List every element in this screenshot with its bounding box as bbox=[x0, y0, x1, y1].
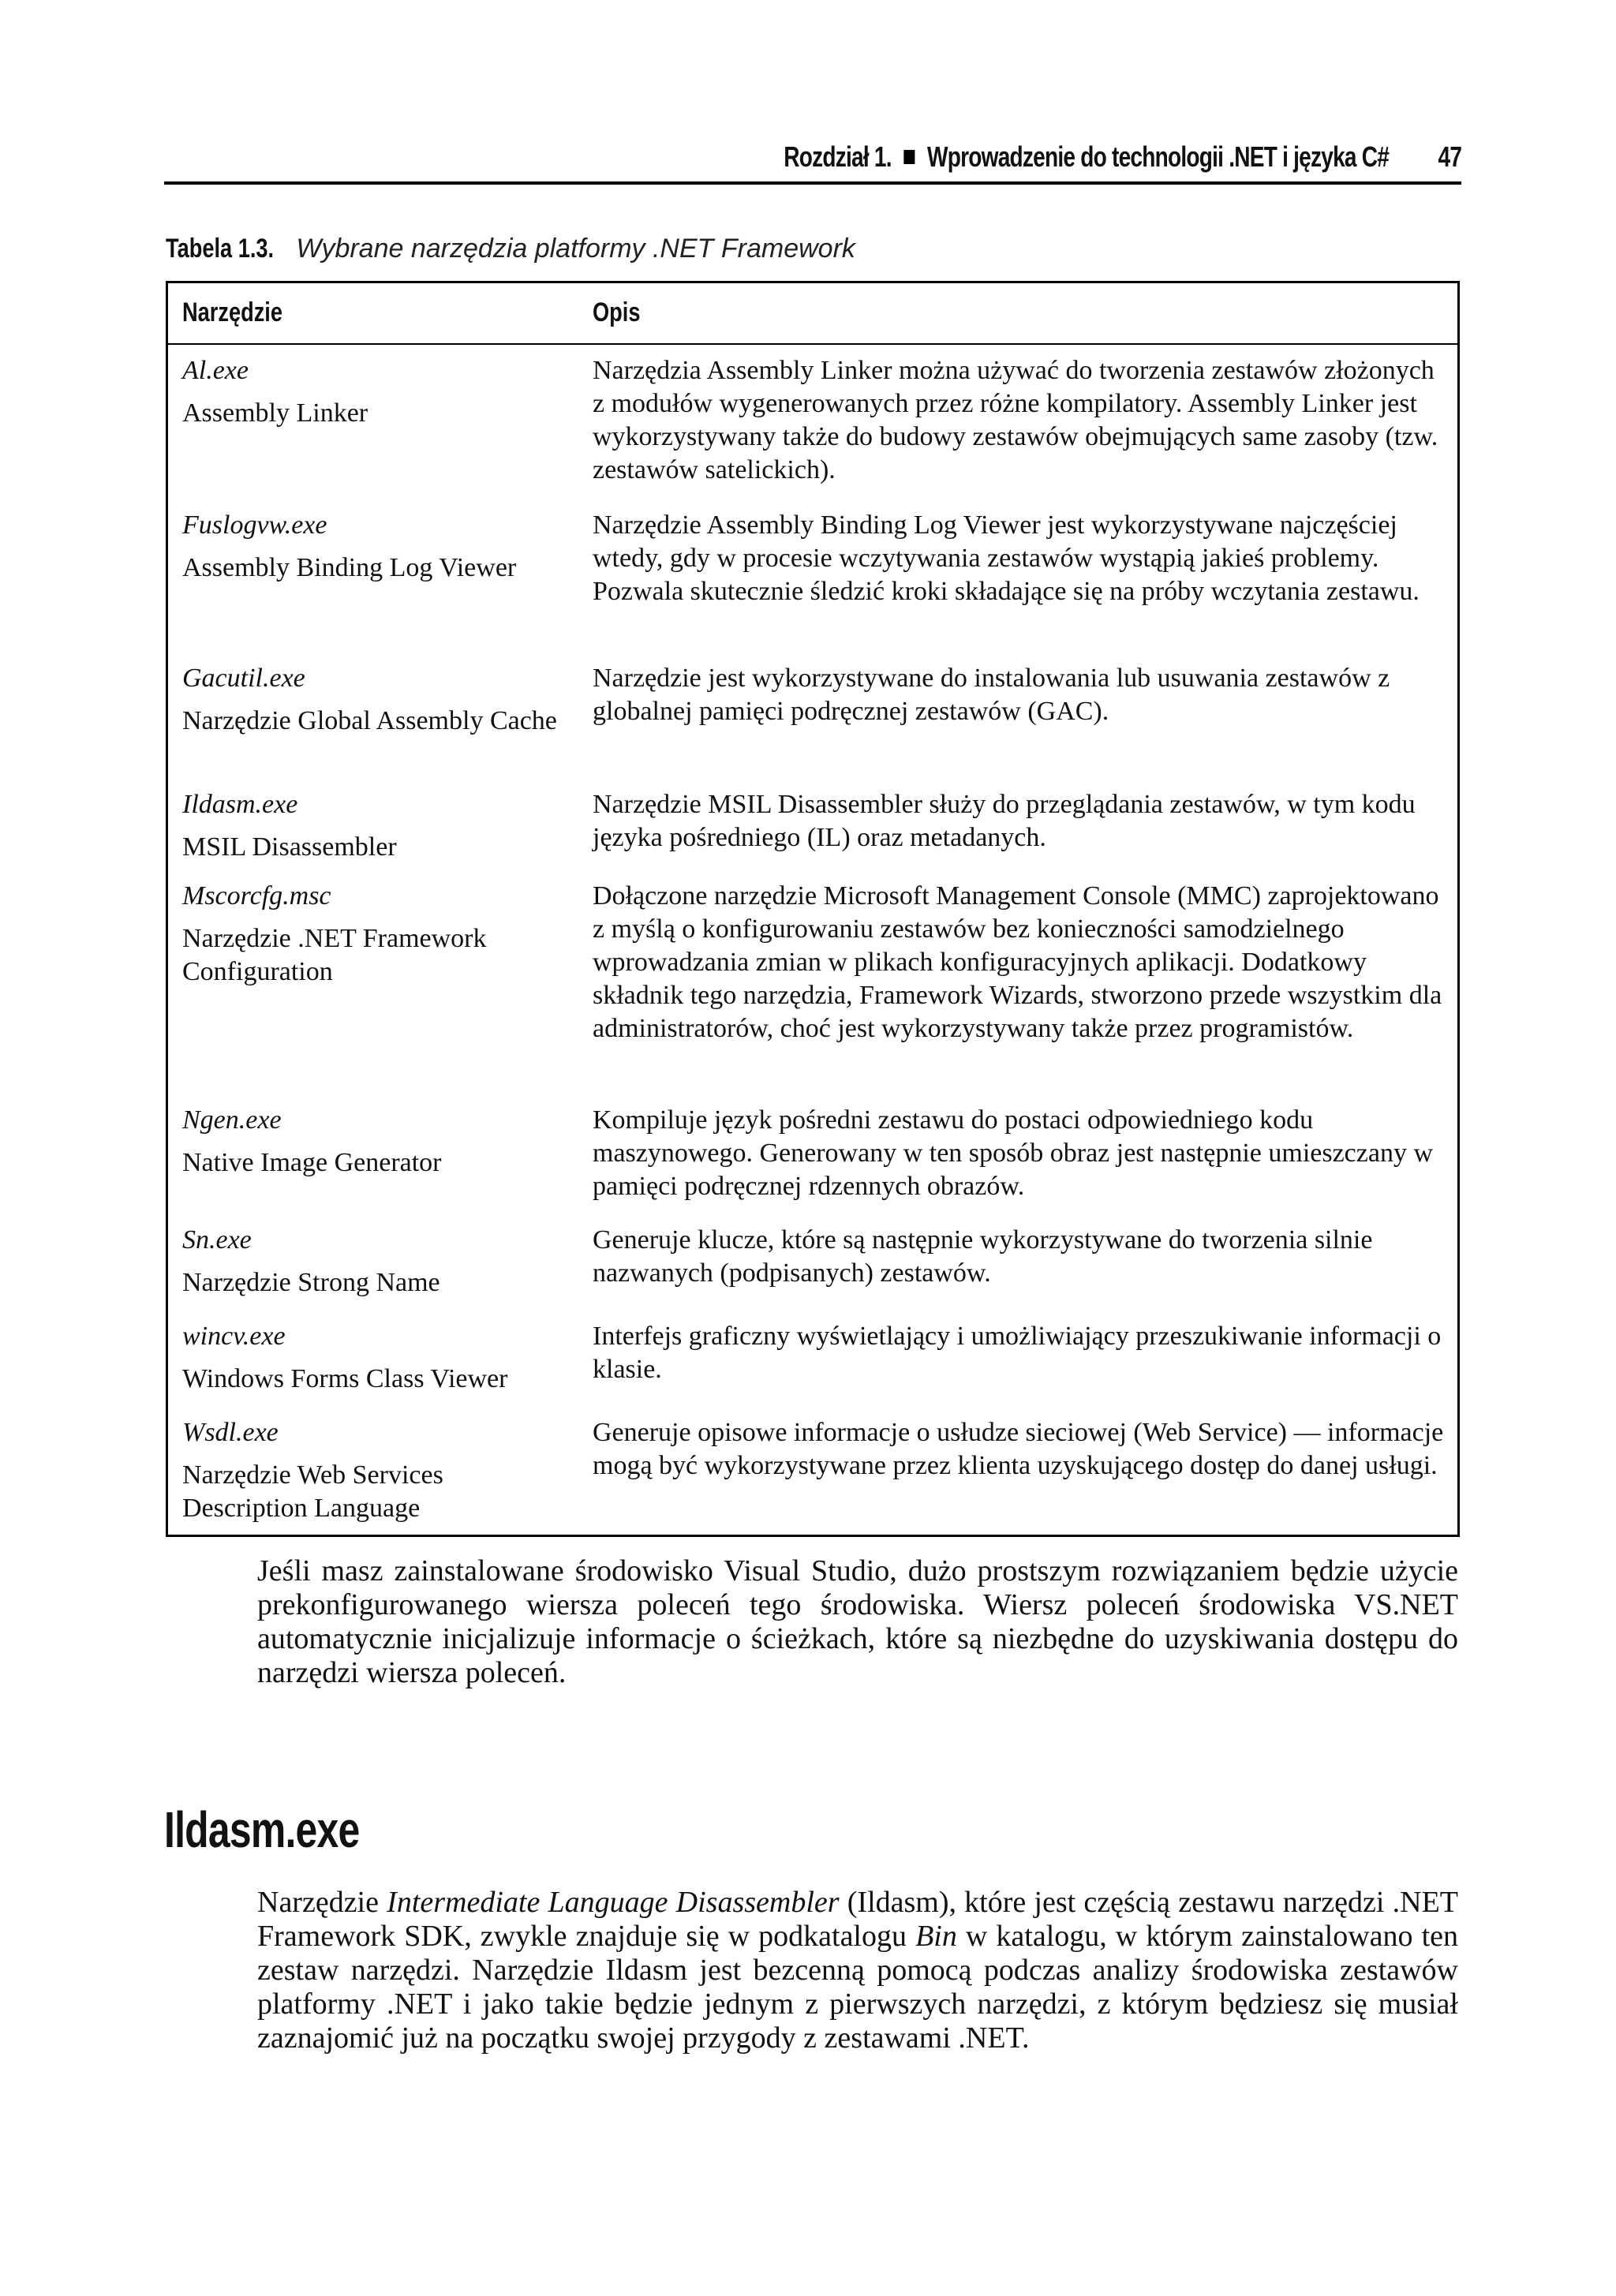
paragraph-text: (Ildasm), które jest częścią zestawu narzędzi .NET Framework SDK, zwykle znajduje się w podkatalogu bbox=[257, 1886, 1459, 1953]
tool-description: Kompiluje język pośredni zestawu do postaci odpowiedniego kodu maszynowego. Generowany w ten sposób obraz jest następnie umieszczany w pamięci podręcznej rdzennych obrazów. bbox=[593, 1105, 1434, 1201]
table-label: Tabela 1.3. bbox=[166, 234, 275, 264]
tool-name: Narzędzie Web Services Description Language bbox=[182, 1460, 443, 1523]
body-paragraph bbox=[257, 1886, 1458, 2055]
tool-description: Narzędzie jest wykorzystywane do instalowania lub usuwania zestawów z globalnej pamięci podręcznej zestawów (GAC). bbox=[593, 664, 1390, 726]
chapter-title: Wprowadzenie do technologii .NET i języka C# bbox=[926, 140, 1389, 173]
tool-description: Dołączone narzędzie Microsoft Management Console (MMC) zaprojektowano z myślą o konfigurowaniu zestawów bez konieczności samodzielnego wprowadzania zmian w plikach konfiguracyjnych aplikacji. Dodatkowy składnik tego narzędzia, Framework Wizards, stworzono przede wszystkim dla administratorów, choć jest wykorzystywany także przez programistów. bbox=[593, 881, 1442, 1043]
section-heading: Ildasm.exe bbox=[164, 1801, 360, 1858]
table-title: Wybrane narzędzia platformy .NET Framework bbox=[296, 234, 855, 264]
tool-description: Narzędzia Assembly Linker można używać do tworzenia zestawów złożonych z modułów wygenerowanych przez różne kompilatory. Assembly Linker jest wykorzystywany także do budowy zestawów obejmujących same zasoby (tzw. zestawów satelickich). bbox=[593, 356, 1438, 484]
tool-file: Ildasm.exe bbox=[182, 790, 298, 819]
tool-description: Narzędzie Assembly Binding Log Viewer jest wykorzystywane najczęściej wtedy, gdy w procesie wczytywania zestawów wystąpią jakieś problemy. Pozwala skutecznie śledzić kroki składające się na próby wczytania zestawu. bbox=[593, 510, 1420, 606]
tool-name: Narzędzie Global Assembly Cache bbox=[182, 706, 557, 735]
tool-description: Interfejs graficzny wyświetlający i umożliwiający przeszukiwanie informacji o klasie. bbox=[593, 1322, 1442, 1384]
tool-file: Fuslogvw.exe bbox=[182, 510, 327, 540]
paragraph-text: w katalogu, w którym zainstalowano ten zestaw narzędzi. Narzędzie Ildasm jest bezcenną pomocą podczas analizy środowiska zestawów platformy .NET i jako takie będzie jednym z pierwszych narzędzi, z którym będziesz się musiał zaznajomić już na początku swojej przygody z zestawami .NET. bbox=[257, 1920, 1458, 2055]
table-caption bbox=[166, 234, 855, 273]
paragraph-text: Narzędzie bbox=[257, 1886, 387, 1919]
running-header bbox=[164, 133, 1461, 185]
tool-file: Sn.exe bbox=[182, 1225, 252, 1255]
tool-name: Narzędzie .NET Framework Configuration bbox=[182, 924, 487, 986]
column-header-description: Opis bbox=[593, 297, 641, 327]
tool-description: Generuje klucze, które są następnie wykorzystywane do tworzenia silnie nazwanych (podpisanych) zestawów. bbox=[593, 1225, 1373, 1288]
page-number: 47 bbox=[1438, 140, 1461, 173]
tool-name: Assembly Binding Log Viewer bbox=[182, 553, 517, 582]
tool-name: MSIL Disassembler bbox=[182, 832, 397, 862]
tool-file: Ngen.exe bbox=[182, 1105, 282, 1135]
tool-description: Generuje opisowe informacje o usłudze sieciowej (Web Service) — informacje mogą być wykorzystywane przez klienta uzyskującego dostęp do danej usługi. bbox=[593, 1418, 1444, 1480]
paragraph-italic-text: Bin bbox=[915, 1920, 957, 1953]
tool-file: Al.exe bbox=[182, 356, 249, 385]
body-paragraph: Jeśli masz zainstalowane środowisko Visual Studio, dużo prostszym rozwiązaniem będzie użycie prekonfigurowanego wiersza poleceń tego środowiska. Wiersz poleceń środowiska VS.NET automatycznie inicjalizuje informacje o ścieżkach, które są niezbędne do uzyskiwania dostępu do narzędzi wiersza poleceń. bbox=[257, 1554, 1458, 1689]
tool-name: Windows Forms Class Viewer bbox=[182, 1364, 508, 1393]
paragraph-italic-text: Intermediate Language Disassembler bbox=[387, 1886, 840, 1919]
tool-name: Narzędzie Strong Name bbox=[182, 1268, 440, 1297]
tool-description: Narzędzie MSIL Disassembler służy do przeglądania zestawów, w tym kodu języka pośredniego (IL) oraz metadanych. bbox=[593, 790, 1416, 852]
column-header-tool: Narzędzie bbox=[182, 297, 282, 327]
tool-name: Assembly Linker bbox=[182, 398, 368, 428]
square-bullet-icon bbox=[903, 150, 915, 164]
table-header-row bbox=[168, 283, 1457, 345]
tool-file: Wsdl.exe bbox=[182, 1418, 279, 1447]
tool-file: Gacutil.exe bbox=[182, 664, 305, 693]
chapter-label: Rozdział 1. bbox=[784, 140, 892, 173]
tool-file: wincv.exe bbox=[182, 1322, 286, 1351]
tool-name: Native Image Generator bbox=[182, 1148, 442, 1177]
tool-file: Mscorcfg.msc bbox=[182, 881, 331, 911]
tools-table bbox=[166, 281, 1460, 1537]
